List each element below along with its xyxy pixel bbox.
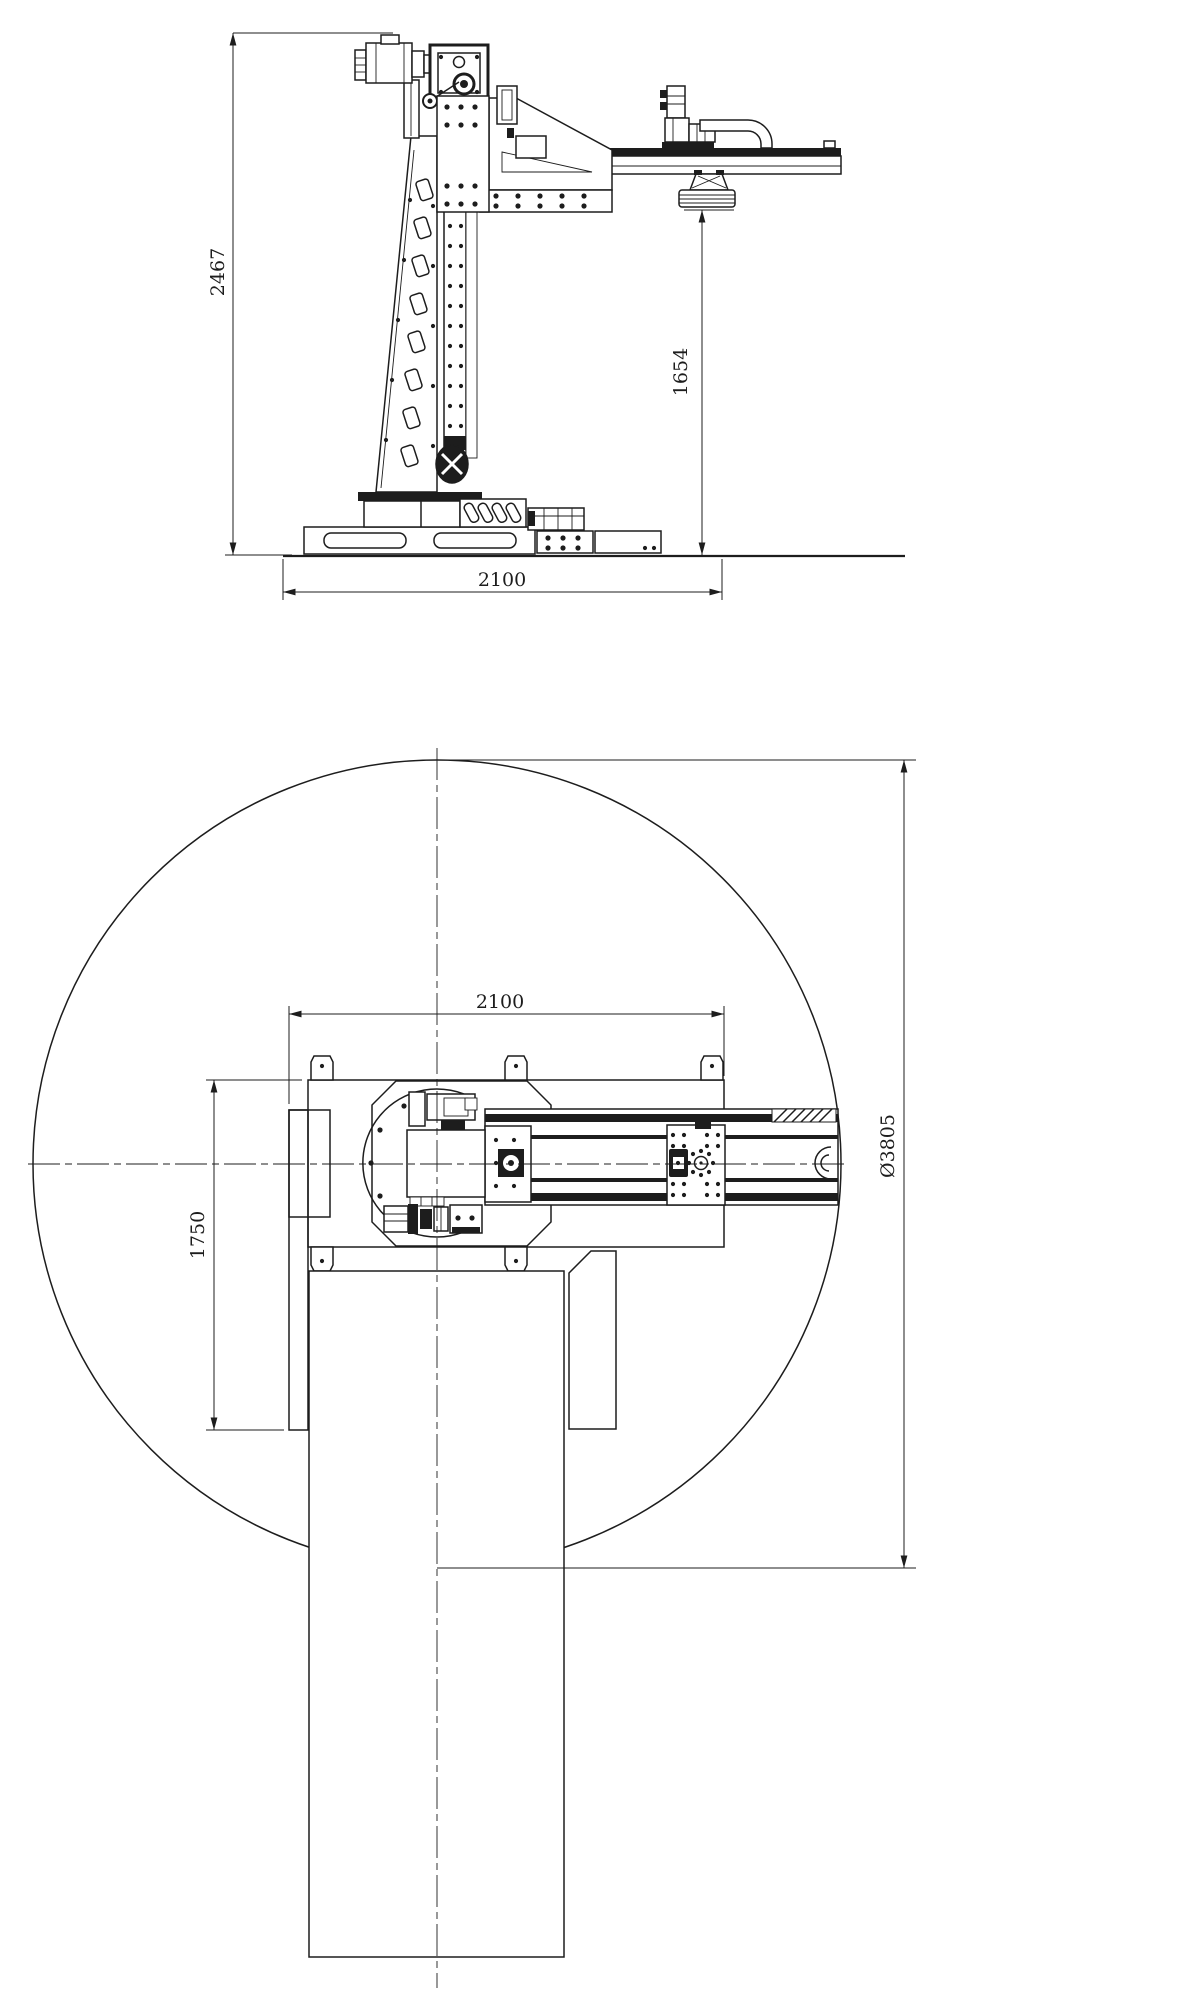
slotted-block — [460, 499, 526, 527]
wire-spool — [679, 190, 735, 207]
carriage-bottom-plate — [480, 190, 612, 212]
boom-carriage — [437, 86, 612, 212]
dim-label-base-width: 1750 — [187, 1210, 209, 1260]
chain-pulley — [436, 445, 468, 483]
boom-plan — [485, 1109, 838, 1205]
base-assembly — [304, 492, 661, 554]
boom-carriage-plan — [667, 1120, 725, 1205]
dim-label-overall-height: 2467 — [207, 247, 229, 297]
torch-slide — [667, 86, 685, 118]
hatched-cover — [772, 1109, 836, 1122]
boom-end-stop — [824, 141, 835, 148]
control-cabinet-plan — [309, 1271, 564, 1957]
left-rail-strip — [289, 1110, 308, 1430]
dim-label-boom-height: 1654 — [670, 347, 692, 397]
travel-drive-unit — [528, 508, 661, 553]
carriage-plate — [437, 96, 489, 212]
dim-label-base-length-plan: 2100 — [475, 991, 525, 1013]
side-elevation-view — [207, 33, 905, 600]
dim-label-swing-diameter: Ø3805 — [877, 1114, 899, 1178]
dim-base-width-plan — [187, 1080, 302, 1430]
dim-boom-height — [670, 210, 734, 555]
lift-motor — [355, 35, 431, 83]
motor-body — [366, 43, 412, 83]
spool-hanger — [690, 174, 728, 190]
plan-view — [28, 748, 916, 1988]
motor-junction-box — [381, 35, 399, 44]
dim-base-length-side — [283, 559, 722, 600]
column-section-plan — [407, 1130, 485, 1206]
dim-overall-height — [207, 33, 393, 555]
column-rail — [444, 176, 477, 464]
side-box-plan — [569, 1251, 616, 1429]
welding-head — [660, 86, 772, 207]
dim-label-base-length-side: 2100 — [477, 569, 527, 591]
column-mast — [404, 80, 419, 138]
pedestal — [364, 501, 460, 527]
